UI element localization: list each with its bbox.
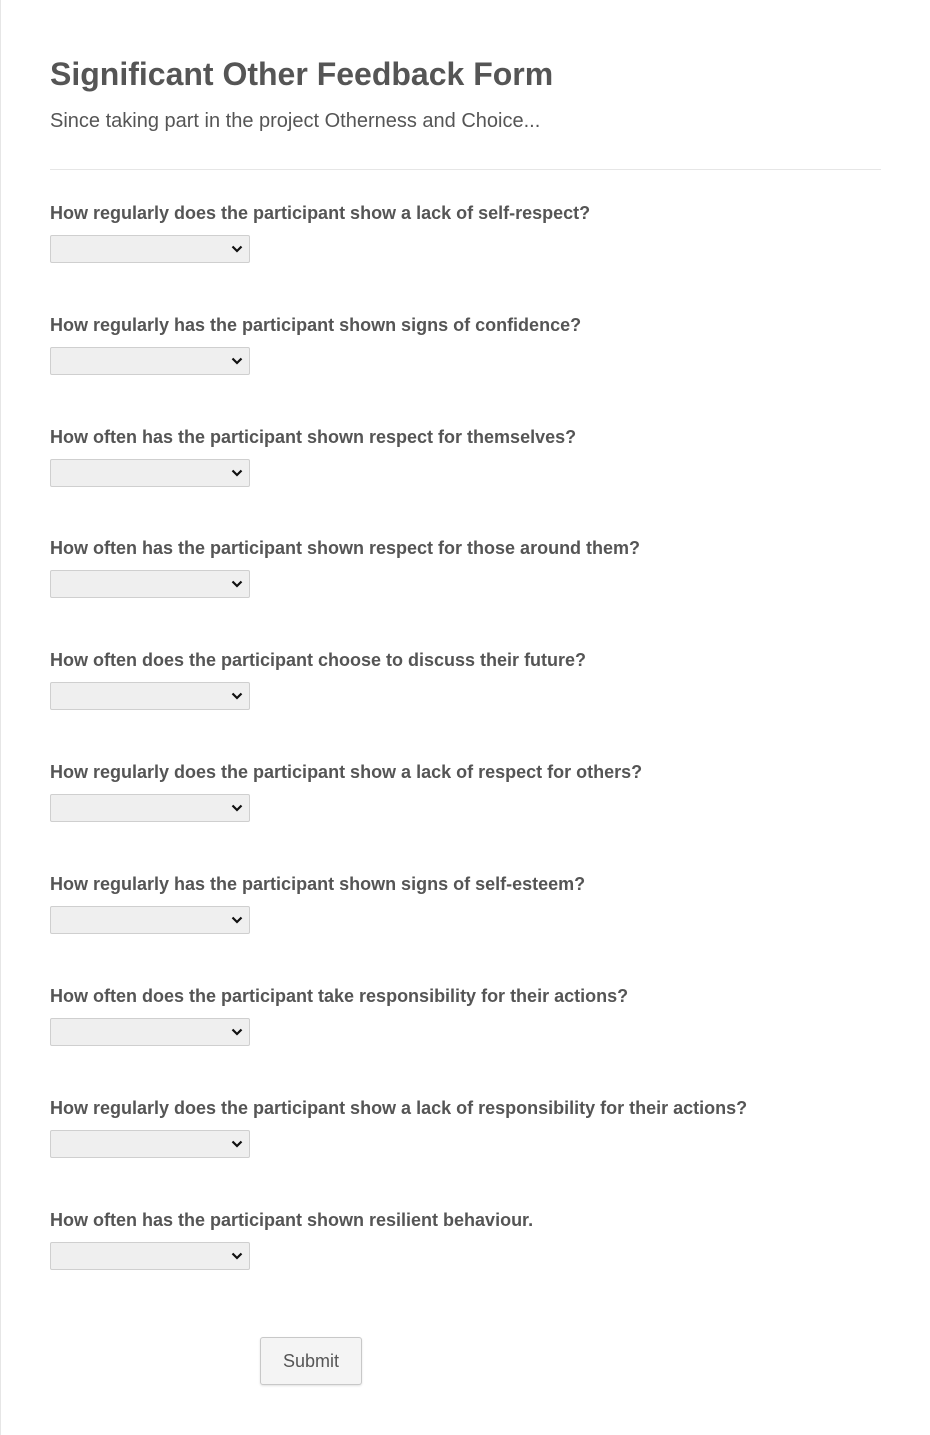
- question-8: [50, 986, 881, 1066]
- question-label: How often has the participant shown respect for those around them?: [50, 538, 641, 558]
- question-10-select[interactable]: [50, 1242, 250, 1270]
- question-1: [50, 203, 881, 283]
- chevron-down-icon: [231, 579, 243, 589]
- question-3: [50, 427, 881, 507]
- question-4-select[interactable]: [50, 570, 250, 598]
- question-6: [50, 762, 881, 842]
- chevron-down-icon: [231, 1139, 243, 1149]
- question-3-select[interactable]: [50, 459, 250, 487]
- question-7-select[interactable]: [50, 906, 250, 934]
- question-label: How often has the participant shown respect for themselves?: [50, 427, 577, 447]
- chevron-down-icon: [231, 1251, 243, 1261]
- question-9-select[interactable]: [50, 1130, 250, 1158]
- question-8-select[interactable]: [50, 1018, 250, 1046]
- header-divider: [50, 169, 881, 170]
- question-label: How regularly does the participant show a lack of self-respect?: [50, 203, 591, 223]
- question-label: How often has the participant shown resilient behaviour.: [50, 1210, 534, 1230]
- form-subtitle: Since taking part in the project Otherness and Choice...: [50, 110, 541, 132]
- question-6-select[interactable]: [50, 794, 250, 822]
- question-7: [50, 874, 881, 954]
- chevron-down-icon: [231, 691, 243, 701]
- question-2: [50, 315, 881, 395]
- question-5: [50, 650, 881, 730]
- question-label: How regularly does the participant show a lack of responsibility for their actions?: [50, 1098, 748, 1118]
- question-4: [50, 538, 881, 618]
- question-9: [50, 1098, 881, 1178]
- question-label: How often does the participant take responsibility for their actions?: [50, 986, 629, 1006]
- question-label: How regularly does the participant show a lack of respect for others?: [50, 762, 643, 782]
- submit-button[interactable]: Submit: [260, 1337, 362, 1385]
- page-left-border: [0, 0, 1, 1435]
- chevron-down-icon: [231, 356, 243, 366]
- question-label: How regularly has the participant shown signs of confidence?: [50, 315, 582, 335]
- form-title: Significant Other Feedback Form: [50, 56, 554, 92]
- chevron-down-icon: [231, 244, 243, 254]
- question-label: How often does the participant choose to discuss their future?: [50, 650, 587, 670]
- chevron-down-icon: [231, 1027, 243, 1037]
- question-10: [50, 1210, 881, 1290]
- chevron-down-icon: [231, 468, 243, 478]
- question-1-select[interactable]: [50, 235, 250, 263]
- chevron-down-icon: [231, 803, 243, 813]
- question-label: How regularly has the participant shown signs of self-esteem?: [50, 874, 586, 894]
- question-5-select[interactable]: [50, 682, 250, 710]
- question-2-select[interactable]: [50, 347, 250, 375]
- chevron-down-icon: [231, 915, 243, 925]
